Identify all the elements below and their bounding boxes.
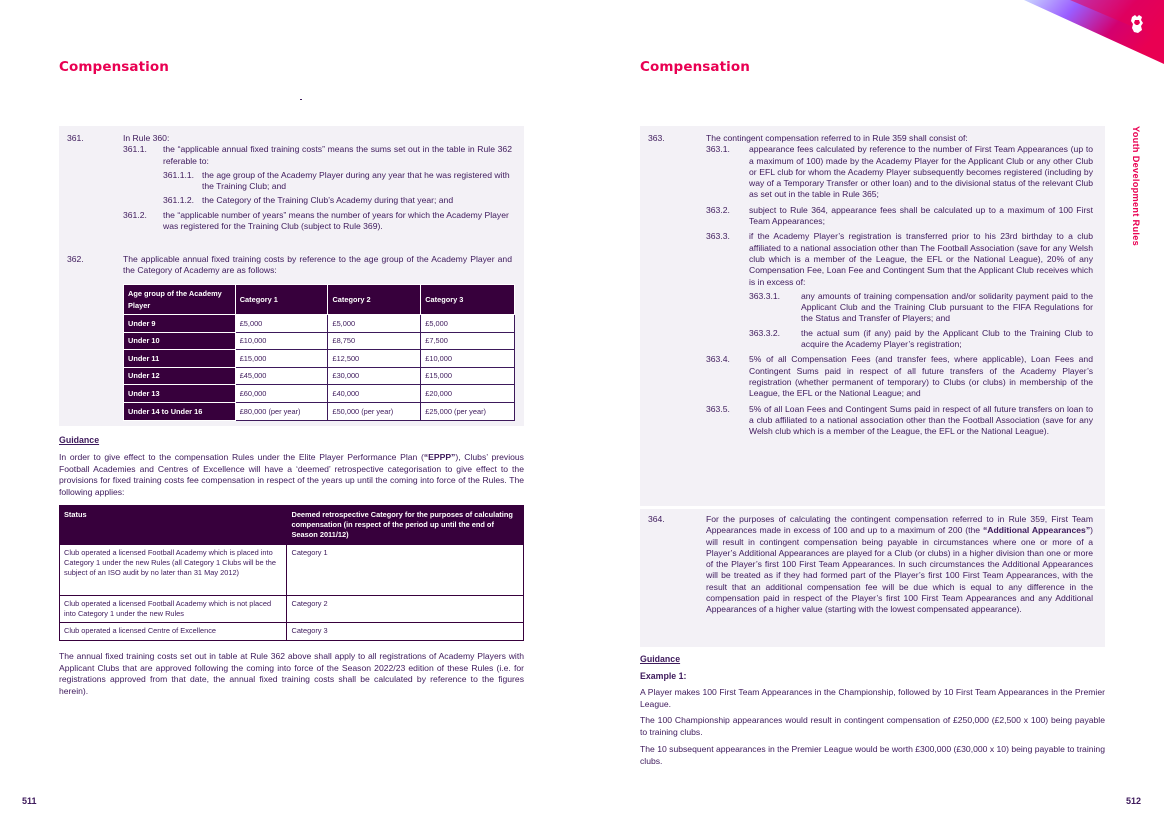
table-cell: Category 3 — [287, 623, 524, 640]
table-cell: Club operated a licensed Football Academy which is not placed into Category 1 under the new Rules — [60, 596, 287, 623]
sub-rule-number: 363.2. — [706, 204, 730, 215]
table-row — [60, 545, 524, 596]
table-cell: £5,000 — [421, 315, 515, 333]
rule-364 — [648, 514, 1093, 616]
sub-rule-text: 5% of all Loan Fees and Contingent Sums paid in respect of all future transfers on loan to a club affiliated to a national association other than the Football Association (save for any Welsh club which is a member of the League, the EFL or the National League). — [749, 403, 1093, 437]
guidance-text: In order to give effect to the compensation Rules under the Elite Player Performance Plan ( — [59, 452, 424, 462]
rule-text: The applicable annual fixed training costs by reference to the age group of the Academy Player and the Category of Academy are as follows: — [123, 254, 512, 276]
rule-362 — [67, 254, 512, 277]
table-cell: £20,000 — [421, 385, 515, 403]
table-row — [124, 315, 515, 333]
sub-sub-rule — [749, 328, 1093, 351]
sub-rule-text: the Category of the Training Club’s Academy during that year; and — [202, 195, 454, 206]
sub-rule-text: the “applicable annual fixed training costs” means the sums set out in the table in Rule 362 referable to: — [163, 144, 512, 166]
rule-number: 364. — [648, 514, 665, 524]
age-group-cell: Under 12 — [124, 367, 236, 385]
sub-rule-text: 5% of all Compensation Fees (and transfer fees, where applicable), Loan Fees and Contingent Sums paid in respect of all future transfers of the Academy Player’s registration (whether permanent of temporary) to Clubs (or clubs) in membership of the League, the EFL or the National League; and — [749, 354, 1093, 399]
table-cell: £5,000 — [328, 315, 421, 333]
sub-rule — [706, 404, 1093, 438]
sub-rule-text: the age group of the Academy Player during any year that he was registered with the Training Club; and — [202, 169, 510, 192]
eppp-term: “EPPP” — [423, 452, 456, 462]
table-header-row — [124, 285, 515, 315]
training-costs-table — [123, 284, 515, 421]
stray-dot — [300, 99, 302, 100]
premier-league-lion-icon — [1126, 13, 1148, 35]
rule-number: 363. — [648, 133, 665, 143]
right-page-title: Compensation — [640, 59, 750, 75]
table-cell: £60,000 — [235, 385, 328, 403]
table-cell: Category 2 — [287, 596, 524, 623]
sub-rule — [706, 354, 1093, 399]
sub-sub-rule — [163, 195, 512, 206]
table-cell: £30,000 — [328, 367, 421, 385]
rule-text-part: For the purposes of calculating the contingent compensation referred to in Rule 359, First Team Appearances made in excess of 100 and up to a maximum of 200 (the — [706, 514, 1093, 536]
table-cell: £80,000 (per year) — [235, 402, 328, 420]
sub-rule-number: 363.3.2. — [749, 327, 781, 338]
sub-rule-number: 363.3.1. — [749, 290, 781, 301]
table-cell: Club operated a licensed Football Academy which is placed into Category 1 under the new Rules (all Category 1 Clubs will be the subject of an ISO audit by no later than 31 May 2012) — [60, 545, 287, 596]
table-cell: £15,000 — [421, 367, 515, 385]
left-page-title: Compensation — [59, 59, 169, 75]
example-paragraph-3: The 10 subsequent appearances in the Premier League would be worth £300,000 (£30,000 x 10) being payable to training clubs. — [640, 744, 1105, 766]
example-heading: Example 1: — [640, 671, 687, 681]
sub-sub-rule — [163, 170, 512, 193]
rule-text-part: ) will result in contingent compensation being payable in circumstances where one or more of a Player’s Additional Appearances are played for a Club (or clubs) in a higher division than one or more of the Player’s first 100 First Team Appearances. In such circumstances the Additional Appearances will be treated as if they had formed part of the Player’s first 100 First Team Appearances, with the result that an additional compensation fee will be due which is equal to any difference in the compensation paid in respect of the Player’s first 100 First Team Appearances and any Additional Appearances of a higher value (starting with the lowest compensated appearance). — [706, 525, 1093, 615]
table-row — [124, 332, 515, 350]
sub-rule-number: 363.1. — [706, 144, 730, 155]
age-group-cell: Under 13 — [124, 385, 236, 403]
sub-rule-number: 361.1. — [123, 144, 147, 155]
table-row — [124, 385, 515, 403]
table-row — [124, 402, 515, 420]
guidance-text: ), Clubs’ previous Football Academies and Centres of Excellence will have a ‘deemed’ retrospective categorisation to give effect to the provisions for fixed training costs fee compensation in respect of the years up until the coming into force of the Rules. The following applies: — [59, 452, 524, 497]
right-guidance-heading: Guidance — [640, 654, 681, 664]
table-row — [60, 623, 524, 640]
rule-text — [706, 514, 1093, 616]
rule-text: The contingent compensation referred to in Rule 359 shall consist of: — [706, 133, 968, 143]
additional-appearances-term: “Additional Appearances” — [982, 525, 1091, 536]
column-header: Category 2 — [328, 285, 421, 315]
sub-rule-text: any amounts of training compensation and/or solidarity payment paid to the Applicant Club and the Training Club pursuant to the FIFA Regulations for the Status and Transfer of Players; and — [801, 290, 1093, 324]
table-cell: £50,000 (per year) — [328, 402, 421, 420]
rule-364-panel — [640, 509, 1105, 647]
column-header: Deemed retrospective Category for the purposes of calculating compensation (in respect of the period up until the end of Season 2011/12) — [287, 506, 524, 545]
column-header: Category 1 — [235, 285, 328, 315]
age-group-cell: Under 10 — [124, 332, 236, 350]
age-group-cell: Under 11 — [124, 350, 236, 368]
sub-rule-text: the “applicable number of years” means the number of years for which the Academy Player was registered for the Training Club (subject to Rule 369). — [163, 209, 509, 232]
rules-361-362-panel — [59, 126, 524, 426]
rule-text: In Rule 360: — [123, 133, 170, 143]
sub-rule — [123, 144, 512, 167]
table-header-row — [60, 506, 524, 545]
rule-361 — [67, 133, 512, 232]
sub-rule — [123, 210, 512, 233]
side-label-text: Youth Development Rules — [1131, 126, 1141, 247]
sub-rule — [706, 205, 1093, 228]
sub-rule-number: 361.1.2. — [163, 195, 195, 206]
table-cell: £45,000 — [235, 367, 328, 385]
column-header: Status — [60, 506, 287, 545]
example-paragraph-1: A Player makes 100 First Team Appearances in the Championship, followed by 10 First Team Appearances in the Premier League. — [640, 687, 1105, 709]
table-row — [124, 350, 515, 368]
guidance-paragraph — [59, 452, 524, 498]
age-group-cell: Under 9 — [124, 315, 236, 333]
sub-rule-number: 361.1.1. — [163, 169, 195, 180]
sub-rule-text: if the Academy Player’s registration is transferred prior to his 23rd birthday to a club affiliated to a national association other than The Football Association (save for any Welsh club which is a member of the League, the EFL or the National League), 20% of any Compensation Fee, Loan Fee and Contingent Sum that the Applicant Club receives which is in excess of: — [749, 231, 1093, 287]
sub-rule — [706, 231, 1093, 287]
age-group-cell: Under 14 to Under 16 — [124, 402, 236, 420]
guidance-heading: Guidance — [59, 435, 100, 445]
sub-rule-number: 363.4. — [706, 354, 730, 365]
table-cell: £5,000 — [235, 315, 328, 333]
table-cell: Club operated a licensed Centre of Excellence — [60, 623, 287, 640]
table-row — [124, 367, 515, 385]
table-cell: £25,000 (per year) — [421, 402, 515, 420]
rule-number: 361. — [67, 133, 84, 143]
table-cell: £10,000 — [235, 332, 328, 350]
table-cell: £12,500 — [328, 350, 421, 368]
table-cell: £7,500 — [421, 332, 515, 350]
table-row — [60, 596, 524, 623]
sub-rule — [706, 144, 1093, 200]
sub-rule-text: subject to Rule 364, appearance fees shall be calculated up to a maximum of 100 First Team Appearances; — [749, 204, 1093, 227]
rule-363 — [648, 133, 1093, 437]
section-side-label — [1129, 126, 1141, 266]
sub-rule-number: 361.2. — [123, 209, 147, 220]
example-paragraph-2: The 100 Championship appearances would result in contingent compensation of £250,000 (£2,500 x 100) being payable to training clubs. — [640, 715, 1105, 737]
table-cell: £15,000 — [235, 350, 328, 368]
sub-rule-text: the actual sum (if any) paid by the Applicant Club to the Training Club to acquire the Academy Player’s registration; — [801, 327, 1093, 350]
retrospective-category-table — [59, 505, 524, 641]
table-cell: £40,000 — [328, 385, 421, 403]
closing-paragraph: The annual fixed training costs set out in table at Rule 362 above shall apply to all registrations of Academy Players with Applicant Clubs that are approved following the coming into force of the Season 2022/23 edition of these Rules (i.e. for registrations approved from that date, the annual fixed training costs shall be calculated by reference to the figures herein). — [59, 651, 524, 696]
table-cell: Category 1 — [287, 545, 524, 596]
rule-number: 362. — [67, 254, 84, 264]
sub-sub-rule — [749, 291, 1093, 325]
column-header: Category 3 — [421, 285, 515, 315]
rule-363-panel — [640, 126, 1105, 506]
table-cell: £10,000 — [421, 350, 515, 368]
sub-rule-text: appearance fees calculated by reference to the number of First Team Appearances (up to a maximum of 100) made by the Academy Player for the Applicant Club or any other Club or EFL club for whom the Academy Player subsequently becomes registered (including by way of a Temporary Transfer or other loan) and to the divisional status of the relevant Club as set out in the table in Rule 365; — [749, 144, 1093, 200]
right-page-number: 512 — [1126, 796, 1142, 806]
table-cell: £8,750 — [328, 332, 421, 350]
left-page-number: 511 — [22, 796, 37, 806]
sub-rule-number: 363.3. — [706, 231, 730, 242]
sub-rule-number: 363.5. — [706, 403, 730, 414]
column-header: Age group of the Academy Player — [124, 285, 236, 315]
